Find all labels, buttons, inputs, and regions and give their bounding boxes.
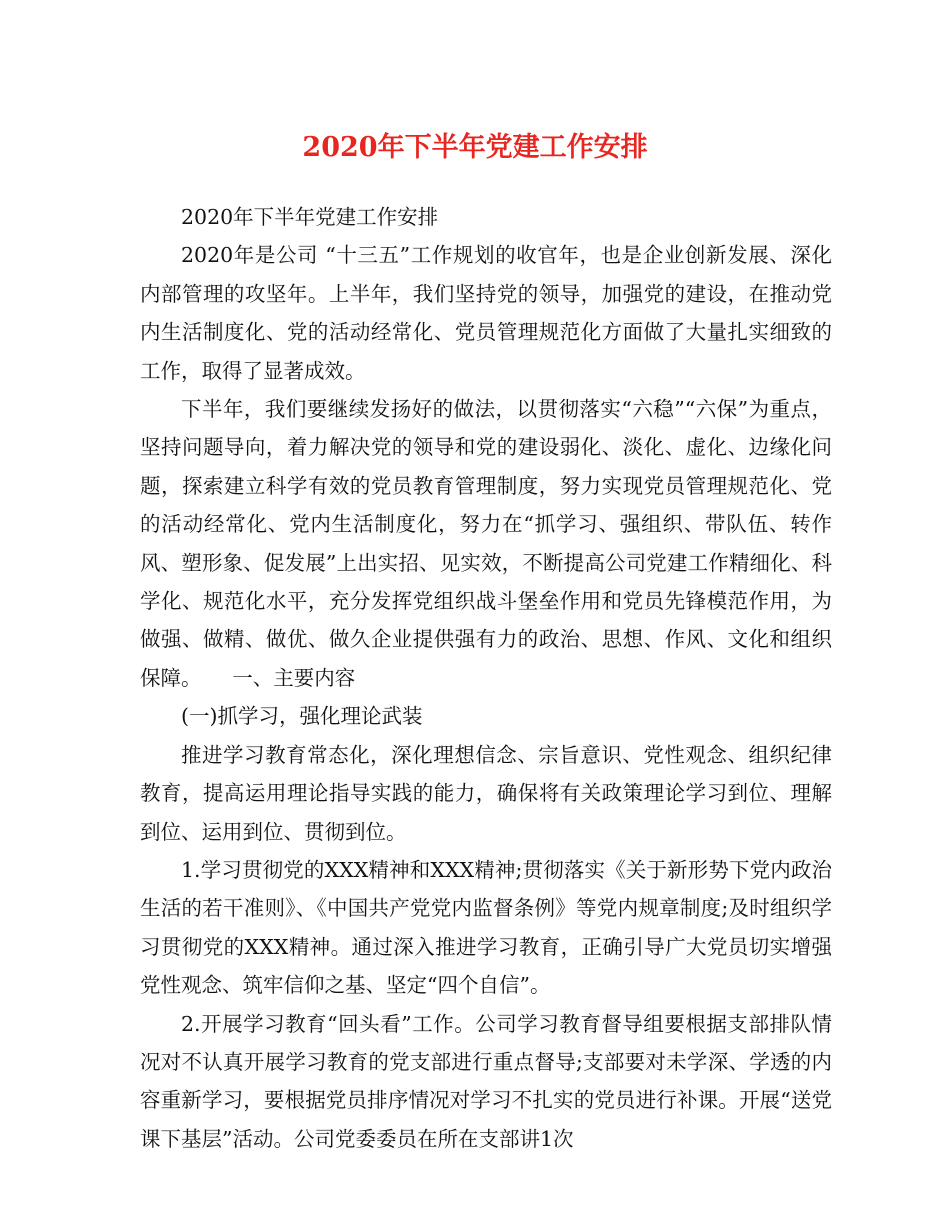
paragraph-subtitle: 2020年下半年党建工作安排 (181, 205, 439, 229)
paragraph-second-half-text: 下半年，我们要继续发扬好的做法，以贯彻落实“六稳”“六保”为重点，坚持问题导向，着力解决党的领导和党的建设弱化、淡化、虚化、边缘化问题，探索建立科学有效的党员教育管理制度，努力实现党员管理规范化、党的活动经常化、党内生活制度化，努力在“抓学习、强组织、带队伍、转作风、塑形象、促发展”上出实招、见实效，不断提高公司党建工作精细化、科学化、规范化水平，充分发挥党组织战斗堡垒作用和党员先锋模范作用，为做强、做精、做优、做久企业提供强有力的政治、思想、作风、文化和组织保障。 (140, 397, 832, 690)
document-body (140, 198, 832, 1158)
document-title: 2020年下半年党建工作安排 (302, 132, 648, 163)
paragraph-study: 推进学习教育常态化，深化理想信念、宗旨意识、党性观念、组织纪律教育，提高运用理论指导实践的能力，确保将有关政策理论学习到位、理解到位、运用到位、贯彻到位。 (140, 742, 832, 844)
paragraph-second-half (140, 390, 832, 697)
paragraph-item-2: 2.开展学习教育“回头看”工作。公司学习教育督导组要根据支部排队情况对不认真开展学习教育的党支部进行重点督导;支部要对未学深、学透的内容重新学习，要根据党员排序情况对学习不扎实的党员进行补课。开展“送党课下基层”活动。公司党委委员在所在支部讲1次 (140, 1011, 832, 1151)
subsection-heading: (一)抓学习，强化理论武装 (181, 704, 423, 729)
paragraph-item-1: 1.学习贯彻党的XXX精神和XXX精神;贯彻落实《关于新形势下党内政治生活的若干准则》、《中国共产党党内监督条例》等党内规章制度;及时组织学习贯彻党的XXX精神。通过深入推进学习教育，正确引导广大党员切实增强党性观念、筑牢信仰之基、坚定“四个自信”。 (140, 857, 832, 998)
section-heading: 一、主要内容 (232, 665, 356, 690)
paragraph-intro: 2020年是公司 “十三五”工作规划的收官年，也是企业创新发展、深化内部管理的攻坚年。上半年，我们坚持党的领导，加强党的建设，在推动党内生活制度化、党的活动经常化、党员管理规范化方面做了大量扎实细致的工作，取得了显著成效。 (140, 243, 832, 383)
